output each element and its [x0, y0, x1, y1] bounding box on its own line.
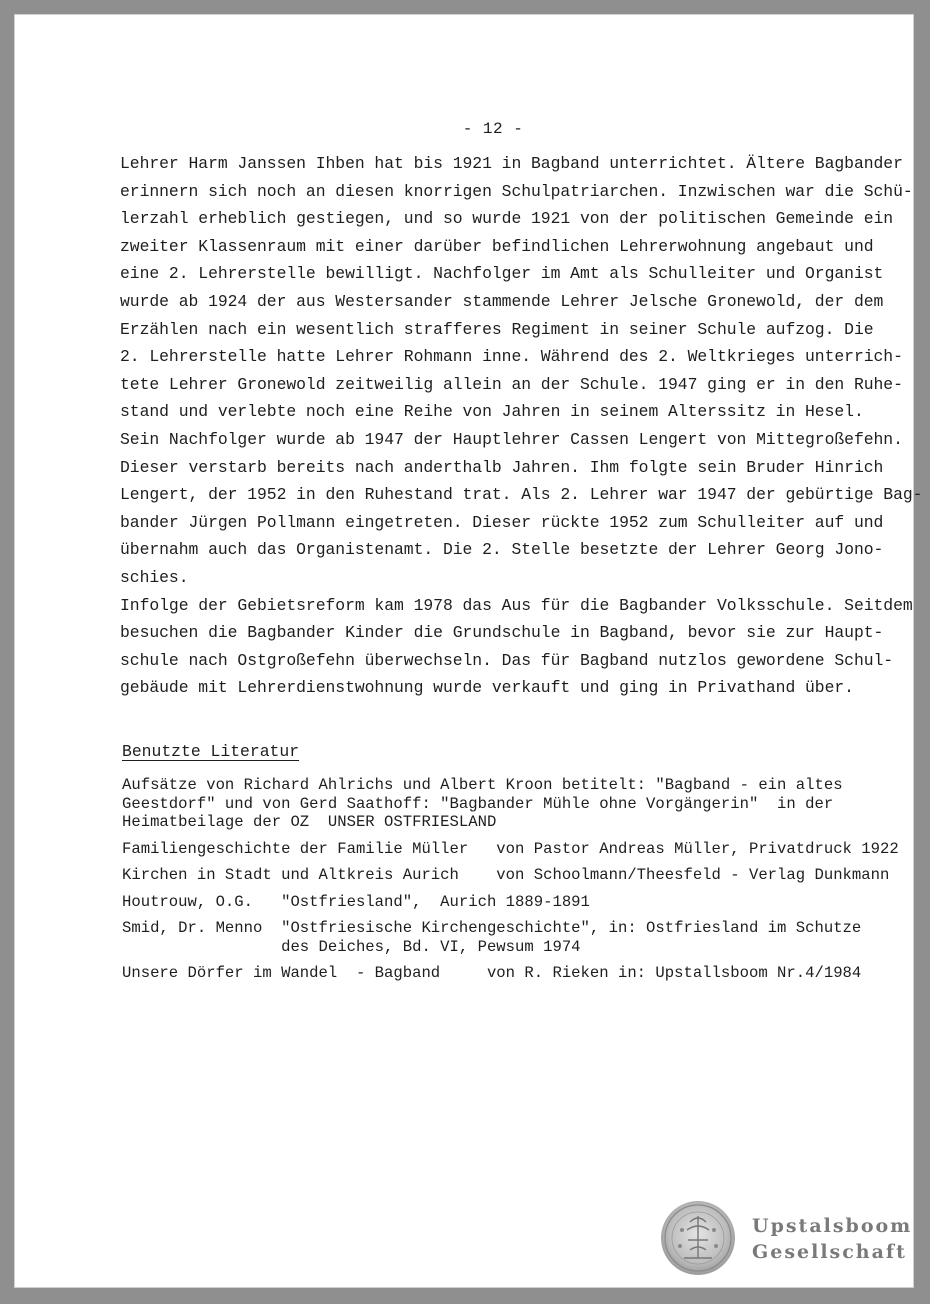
body-line: schule nach Ostgroßefehn überwechseln. Das für Bagband nutzlos gewordene Schul- [120, 650, 894, 670]
body-line: besuchen die Bagbander Kinder die Grundschule in Bagband, bevor sie zur Haupt- [120, 623, 884, 643]
body-line: Sein Nachfolger wurde ab 1947 der Hauptlehrer Cassen Lengert von Mittegroßefehn. [120, 429, 903, 449]
document-page [14, 14, 923, 1288]
society-name [752, 1213, 912, 1265]
body-line: gebäude mit Lehrerdienstwohnung wurde verkauft und ging in Privathand über. [120, 678, 854, 698]
literature-line: des Deiches, Bd. VI, Pewsum 1974 [122, 937, 581, 956]
body-line: lerzahl erheblich gestiegen, und so wurde 1921 von der politischen Gemeinde ein [120, 209, 894, 229]
literature-entry [122, 839, 899, 859]
body-line: Erzählen nach ein wesentlich strafferes Regiment in seiner Schule aufzog. Die [120, 319, 874, 339]
body-line: übernahm auch das Organistenamt. Die 2. Stelle besetzte der Lehrer Georg Jono- [120, 540, 884, 560]
literature-entry [122, 776, 892, 832]
body-line: Lengert, der 1952 in den Ruhestand trat. Als 2. Lehrer war 1947 der gebürtige Bag- [120, 485, 923, 505]
body-line: zweiter Klassenraum mit einer darüber befindlichen Lehrerwohnung angebaut und [120, 236, 874, 256]
literature-heading: Benutzte Literatur [122, 742, 300, 761]
body-line: stand und verlebte noch eine Reihe von Jahren in seinem Alterssitz in Hesel. [120, 402, 864, 422]
body-line: Lehrer Harm Janssen Ihben hat bis 1921 in Bagband unterrichtet. Ältere Bagbander [120, 154, 903, 173]
body-line: wurde ab 1924 der aus Westersander stammende Lehrer Jelsche Gronewold, der dem [120, 291, 884, 311]
society-name-line1: Upstalsboom [752, 1215, 913, 1237]
literature-line: Geestdorf" und von Gerd Saathoff: "Bagbander Mühle ohne Vorgängerin" in der [122, 794, 834, 813]
literature-line: Unsere Dörfer im Wandel - Bagband von R. Rieken in: Upstallsboom Nr.4/1984 [122, 964, 862, 982]
body-text [120, 150, 923, 702]
page-number: - 12 - [462, 120, 524, 138]
literature-line: Smid, Dr. Menno "Ostfriesische Kirchengeschichte", in: Ostfriesland im Schutze [122, 919, 862, 937]
literature-entry [122, 919, 892, 956]
body-line: schies. [120, 567, 189, 587]
body-line: tete Lehrer Gronewold zeitweilig allein an der Schule. 1947 ging er in den Ruhe- [120, 374, 903, 394]
body-line: Infolge der Gebietsreform kam 1978 das Aus für die Bagbander Volksschule. Seitdem [120, 595, 913, 615]
body-line: erinnern sich noch an diesen knorrigen Schulpatriarchen. Inzwischen war die Schü- [120, 181, 913, 201]
literature-line: Heimatbeilage der OZ UNSER OSTFRIESLAND [122, 813, 497, 831]
body-line: 2. Lehrerstelle hatte Lehrer Rohmann inne. Während des 2. Weltkrieges unterrich- [120, 347, 903, 367]
literature-list [122, 776, 899, 991]
literature-line: Familiengeschichte der Familie Müller von Pastor Andreas Müller, Privatdruck 1922 [122, 839, 899, 858]
literature-line: Houtrouw, O.G. "Ostfriesland", Aurich 1889-1891 [122, 892, 590, 911]
society-seal-icon [660, 1200, 736, 1276]
literature-entry [122, 893, 892, 912]
literature-entry [122, 964, 892, 983]
body-line: bander Jürgen Pollmann eingetreten. Dieser rückte 1952 zum Schulleiter auf und [120, 512, 884, 532]
literature-line: Aufsätze von Richard Ahlrichs und Albert Kroon betitelt: "Bagband - ein altes [122, 776, 843, 794]
society-name-line2: Gesellschaft [752, 1241, 907, 1263]
literature-entry [122, 866, 892, 885]
body-line: eine 2. Lehrerstelle bewilligt. Nachfolger im Amt als Schulleiter und Organist [120, 264, 884, 284]
literature-line: Kirchen in Stadt und Altkreis Aurich von Schoolmann/Theesfeld - Verlag Dunkmann [122, 866, 890, 884]
body-line: Dieser verstarb bereits nach anderthalb Jahren. Ihm folgte sein Bruder Hinrich [120, 457, 884, 477]
